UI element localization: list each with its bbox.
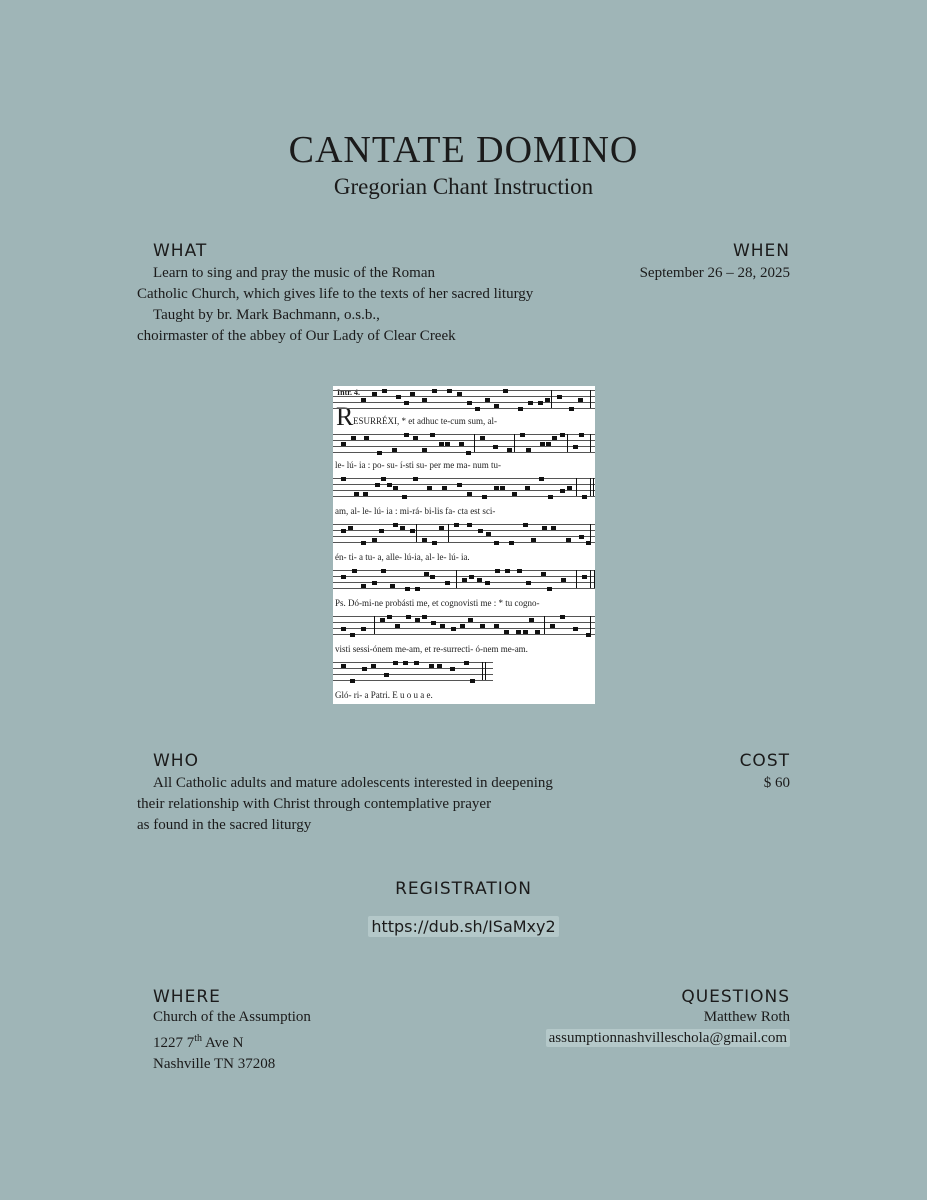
bar-line [576, 478, 577, 496]
who-heading: WHO [153, 751, 199, 771]
neume [467, 492, 472, 496]
cost-value: $ 60 [763, 775, 790, 791]
neume [523, 523, 528, 527]
chant-lyric-line: le- lú- ia : po- su- í-sti su- per me ma- num tu- [335, 460, 501, 470]
neume [485, 581, 490, 585]
neume [432, 389, 437, 393]
neume [482, 495, 487, 499]
neume [414, 661, 419, 665]
street-rest: Ave N [202, 1035, 244, 1051]
where-street [153, 1028, 453, 1054]
neume [371, 664, 376, 668]
neume [390, 584, 395, 588]
what-line: choirmaster of the abbey of Our Lady of Clear Creek [137, 328, 456, 344]
neume [550, 624, 555, 628]
neume [422, 398, 427, 402]
staff [333, 476, 595, 502]
street-suffix: th [194, 1033, 203, 1044]
neume [517, 569, 522, 573]
neume [525, 486, 530, 490]
neume [582, 495, 587, 499]
neume [509, 541, 514, 545]
neume [400, 526, 405, 530]
bar-line [567, 434, 568, 452]
neume [493, 445, 498, 449]
chant-lyric-line: Ps. Dó-mi-ne probásti me, et cognovisti me : * tu cogno- [335, 598, 540, 608]
neume [526, 581, 531, 585]
neume [557, 395, 562, 399]
neume [375, 483, 380, 487]
chant-lyric-line: ESURRÉXI, * et adhuc te-cum sum, al- [353, 416, 497, 426]
where-section [153, 1007, 453, 1075]
neume [404, 433, 409, 437]
neume [350, 633, 355, 637]
what-line: Taught by br. Mark Bachmann, o.s.b., [153, 307, 380, 323]
where-line: Nashville TN 37208 [153, 1056, 276, 1072]
chant-lyric-line: én- ti- a tu- a, alle- lú-ia, al- le- lú- ia. [335, 552, 470, 562]
neume [546, 442, 551, 446]
neume [392, 448, 397, 452]
neume [459, 442, 464, 446]
bar-line [576, 570, 577, 588]
neume [560, 433, 565, 437]
neume [454, 523, 459, 527]
neume [462, 578, 467, 582]
who-line: as found in the sacred liturgy [137, 817, 312, 833]
neume [372, 392, 377, 396]
neume [551, 526, 556, 530]
neume [440, 624, 445, 628]
neume [468, 618, 473, 622]
neume [480, 436, 485, 440]
staff [333, 660, 493, 686]
end-bar-line [590, 524, 591, 542]
when-value: September 26 – 28, 2025 [639, 265, 790, 281]
neume [406, 615, 411, 619]
chant-initial: R [336, 402, 354, 431]
neume [494, 404, 499, 408]
neume [518, 407, 523, 411]
neume [552, 436, 557, 440]
neume [445, 581, 450, 585]
when-heading: WHEN [732, 241, 790, 261]
what-line: Catholic Church, which gives life to the texts of her sacred liturgy [137, 286, 534, 302]
neume [437, 664, 442, 668]
neume [404, 401, 409, 405]
neume [424, 572, 429, 576]
neume [494, 486, 499, 490]
contact-email[interactable]: assumptionnashvilleschola@gmail.com [546, 1029, 790, 1047]
neume [363, 492, 368, 496]
neume [566, 538, 571, 542]
neume [528, 401, 533, 405]
neume [422, 538, 427, 542]
neume [451, 627, 456, 631]
chant-score-image [333, 386, 595, 704]
neume [573, 445, 578, 449]
neume [442, 486, 447, 490]
neume [560, 489, 565, 493]
questions-heading: QUESTIONS [681, 987, 790, 1007]
page-subtitle: Gregorian Chant Instruction [333, 174, 594, 199]
neume [538, 401, 543, 405]
bar-line [544, 616, 545, 634]
neume [439, 442, 444, 446]
neume [431, 621, 436, 625]
neume [341, 627, 346, 631]
neume [429, 664, 434, 668]
bar-line [456, 570, 457, 588]
neume [395, 624, 400, 628]
neume [505, 569, 510, 573]
neume [382, 389, 387, 393]
end-bar-line [590, 390, 591, 408]
neume [439, 526, 444, 530]
bar-line [416, 524, 417, 542]
neume [485, 398, 490, 402]
neume [541, 572, 546, 576]
neume [535, 630, 540, 634]
neume [351, 436, 356, 440]
neume [432, 541, 437, 545]
neume [512, 492, 517, 496]
chant-lyric-line: am, al- le- lú- ia : mi-rá- bi-lis fa- cta est sci- [335, 506, 496, 516]
neume [413, 477, 418, 481]
bar-line [594, 570, 595, 588]
neume [503, 389, 508, 393]
neume [361, 627, 366, 631]
neume [430, 575, 435, 579]
neume [422, 448, 427, 452]
neume [410, 529, 415, 533]
neume [361, 398, 366, 402]
neume [384, 673, 389, 677]
neume [578, 398, 583, 402]
neume [582, 575, 587, 579]
neume [387, 615, 392, 619]
neume [526, 448, 531, 452]
bar-line [482, 662, 483, 680]
registration-heading: REGISTRATION [395, 879, 532, 899]
neume [494, 541, 499, 545]
end-bar-line [590, 434, 591, 452]
chant-label: Intr. 4. [337, 388, 361, 397]
neume [396, 395, 401, 399]
street-number: 1227 7 [153, 1035, 195, 1051]
neume [579, 433, 584, 437]
neume [567, 486, 572, 490]
neume [579, 535, 584, 539]
neume [447, 389, 452, 393]
contact-name: Matthew Roth [703, 1009, 790, 1025]
neume [341, 529, 346, 533]
who-section [137, 773, 607, 836]
neume [379, 529, 384, 533]
neume [467, 401, 472, 405]
bar-line [593, 478, 594, 496]
neume [350, 679, 355, 683]
neume [477, 578, 482, 582]
neume [504, 630, 509, 634]
neume [387, 483, 392, 487]
bar-line [474, 434, 475, 452]
neume [475, 407, 480, 411]
neume [393, 523, 398, 527]
cost-heading: COST [739, 751, 790, 771]
bar-line [374, 616, 375, 634]
neume [460, 624, 465, 628]
neume [410, 392, 415, 396]
neume [341, 664, 346, 668]
questions-section [500, 1007, 790, 1049]
neume [405, 587, 410, 591]
neume [457, 483, 462, 487]
neume [467, 523, 472, 527]
neume [542, 526, 547, 530]
bar-line [514, 434, 515, 452]
page-title: CANTATE DOMINO [288, 129, 639, 171]
neume [573, 627, 578, 631]
neume [561, 578, 566, 582]
neume [393, 661, 398, 665]
bar-line [551, 390, 552, 408]
who-line: their relationship with Christ through contemplative prayer [137, 796, 492, 812]
neume [560, 615, 565, 619]
neume [531, 538, 536, 542]
neume [377, 451, 382, 455]
neume [470, 679, 475, 683]
neume [393, 486, 398, 490]
where-line: Church of the Assumption [153, 1009, 311, 1025]
neume [380, 618, 385, 622]
neume [486, 532, 491, 536]
chant-lyric-line: visti sessi-ónem me-am, et re-surrecti- ó-nem me-am. [335, 644, 528, 654]
neume [545, 398, 550, 402]
neume [450, 667, 455, 671]
neume [523, 630, 528, 634]
neume [529, 618, 534, 622]
what-section [137, 263, 607, 347]
neume [362, 667, 367, 671]
neume [415, 618, 420, 622]
neume [466, 451, 471, 455]
neume [469, 575, 474, 579]
neume [495, 569, 500, 573]
neume [361, 541, 366, 545]
end-bar-line [485, 662, 486, 680]
neume [354, 492, 359, 496]
neume [372, 581, 377, 585]
registration-link[interactable]: https://dub.sh/ISaMxy2 [368, 916, 558, 937]
end-bar-line [590, 478, 591, 496]
neume [361, 584, 366, 588]
neume [494, 624, 499, 628]
neume [422, 615, 427, 619]
neume [480, 624, 485, 628]
neume [540, 442, 545, 446]
neume [381, 569, 386, 573]
neume [464, 661, 469, 665]
neume [348, 526, 353, 530]
neume [547, 587, 552, 591]
neume [539, 477, 544, 481]
neume [500, 486, 505, 490]
neume [457, 392, 462, 396]
neume [507, 448, 512, 452]
neume [403, 661, 408, 665]
who-line: All Catholic adults and mature adolescents interested in deepening [153, 775, 553, 791]
neume [341, 477, 346, 481]
chant-lyric-line: Gló- ri- a Patri. E u o u a e. [335, 690, 433, 700]
where-heading: WHERE [153, 987, 221, 1007]
neume [364, 436, 369, 440]
neume [520, 433, 525, 437]
registration-row [0, 916, 927, 938]
neume [413, 436, 418, 440]
end-bar-line [590, 570, 591, 588]
neume [415, 587, 420, 591]
neume [430, 433, 435, 437]
neume [478, 529, 483, 533]
bar-line [448, 524, 449, 542]
neume [341, 442, 346, 446]
what-heading: WHAT [153, 241, 208, 261]
neume [445, 442, 450, 446]
neume [548, 495, 553, 499]
neume [372, 538, 377, 542]
end-bar-line [590, 616, 591, 634]
neume [352, 569, 357, 573]
what-line: Learn to sing and pray the music of the Roman [153, 265, 436, 281]
neume [341, 575, 346, 579]
neume [427, 486, 432, 490]
neume [569, 407, 574, 411]
neume [381, 477, 386, 481]
neume [402, 495, 407, 499]
neume [516, 630, 521, 634]
